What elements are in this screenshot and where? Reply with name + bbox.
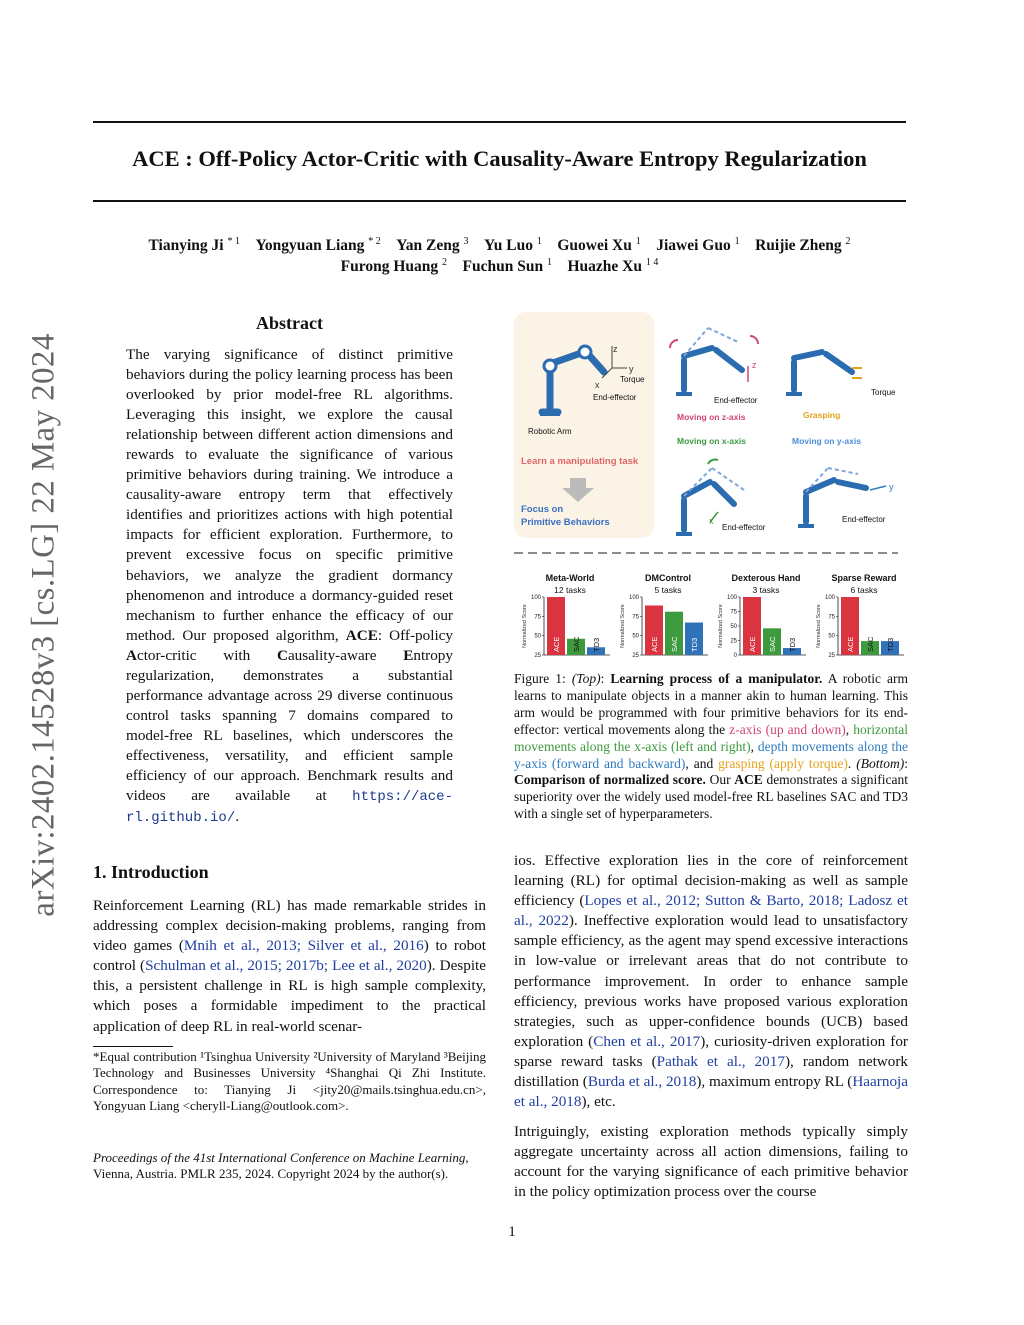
chart-title: DMControl: [645, 573, 691, 583]
y-tick-label: 75: [828, 614, 835, 621]
chart-subtitle: 12 tasks: [554, 585, 586, 595]
y-tick-label: 75: [534, 614, 541, 621]
learn-task-label: Learn a manipulating task: [521, 456, 639, 467]
author-name: Yu Luo $^1$: [483, 236, 542, 255]
axis-z-label: z: [613, 344, 618, 354]
robotic-arm-label: Robotic Arm: [528, 427, 572, 436]
z-label: z: [752, 360, 757, 370]
author-name: Ruijie Zheng $^2$: [755, 236, 851, 255]
arm-grasp-icon: [794, 352, 852, 390]
bar-label: TD3: [690, 637, 699, 652]
chart-subtitle: 6 tasks: [850, 585, 878, 595]
bar-label: TD3: [592, 637, 601, 652]
y-tick-label: 75: [730, 609, 737, 616]
footnote: *Equal contribution ¹Tsinghua University ²University of Maryland ³Beijing Technology and Businesses University ⁴Shanghai Qi Zhi Institute. Correspondence to: Tianying Ji <jity20@mails.tsinghua.edu.cn>, Yongyuan Liang <cheryll-Liang@outlook.com>.: [93, 1049, 486, 1114]
bar-label: SAC: [768, 636, 777, 652]
author-name: Huazhe Xu $^{1 4}$: [567, 257, 659, 276]
rotation-icon: [708, 459, 718, 464]
author-name: Guowei Xu $^1$: [557, 236, 641, 255]
focus-label-1: Focus on: [521, 504, 564, 515]
y-tick-label: 100: [628, 595, 639, 601]
y-tick-label: 25: [828, 653, 835, 659]
citation-link[interactable]: Pathak et al., 2017: [656, 1052, 785, 1070]
y-axis-label: Normalized Score: [816, 604, 822, 648]
axis-y-label: y: [629, 364, 634, 374]
bar-label: ACE: [748, 636, 757, 652]
author-name: Yongyuan Liang $^{* 2}$: [255, 236, 381, 255]
end-effector-label: End-effector: [714, 396, 758, 405]
y-tick-label: 0: [733, 653, 737, 659]
arxiv-watermark: arXiv:2402.14528v3 [cs.LG] 22 May 2024: [25, 333, 62, 917]
y-tick-label: 50: [828, 633, 835, 640]
y-tick-label: 25: [632, 653, 639, 659]
y-tick-label: 25: [534, 653, 541, 659]
chart-title: Meta-World: [545, 573, 595, 583]
grasping-label: Grasping: [803, 410, 841, 420]
footnote-rule: [93, 1046, 173, 1047]
bar-charts: [522, 573, 904, 659]
end-effector-label: End-effector: [722, 523, 766, 532]
right-column-paragraph-2: Intriguingly, existing exploration methods typically simply aggregate uncertainty across all action dimensions, failing to account for the varying significance of each primitive behavior in the policy optimization process over the course: [514, 1123, 908, 1201]
rotation-icon: [670, 340, 678, 348]
end-effector-label: End-effector: [842, 515, 886, 524]
moving-z-label: Moving on z-axis: [677, 412, 746, 422]
y-tick-label: 100: [824, 595, 835, 601]
bar-label: SAC: [866, 636, 875, 652]
y-axis-label: Normalized Score: [718, 604, 724, 648]
author-name: Furong Huang $^2$: [340, 257, 448, 276]
y-tick-label: 50: [632, 633, 639, 640]
figure-caption: Figure 1: (Top): Learning process of a manipulator. A robotic arm learns to manipulate objects in a manner akin to human learning. This arm would be programmed with four primitive behaviors for its end-effector: vertical movements along the z-axis (up and down), horizontal movements along the x-axis (left and right), depth movements along the y-axis (forward and backward), and grasping (apply torque). (Bottom): Comparison of normalized score. Our ACE demonstrates a significant superiority over the widely used model-free RL baselines SAC and TD3 with a single set of hyperparameters.: [514, 671, 909, 822]
bar-label: TD3: [886, 637, 895, 652]
axis-x-label: x: [595, 380, 600, 390]
author-name: Fuchun Sun $^1$: [462, 257, 552, 276]
project-url-link[interactable]: https://ace-rl.github.io/: [126, 789, 453, 827]
torque-label: Torque: [620, 375, 645, 384]
chart-subtitle: 3 tasks: [752, 585, 780, 595]
author-name: Jiawei Guo $^1$: [656, 236, 740, 255]
y-tick-label: 75: [632, 614, 639, 621]
y-axis-label: Normalized Score: [620, 604, 626, 648]
y-axis-label: Normalized Score: [522, 604, 528, 648]
right-column-paragraph-1: ios. Effective exploration lies in the core of reinforcement learning (RL) for optimal decision-making as well as sample efficiency (Lopes et al., 2012; Sutton & Barto, 2018; Ladosz et al., 2022). Ineffective exploration would lead to unsatisfactory sample efficiency, as the agent may spend excessive interactions in low-value or irrelevant areas that do not contribute to performance improvement. In order to enhance sample efficiency, previous works have proposed various exploration strategies, such as upper-confidence bounds (UCB) based exploration (Chen et al., 2017), curiosity-driven exploration for sparse reward tasks (Pathak et al., 2017), random network distillation (Burda et al., 2018), maximum entropy RL (Haarnoja et al., 2018), etc.: [514, 852, 909, 1111]
citation-link[interactable]: Lopes et al., 2012; Sutton & Barto, 2018; Ladosz et al., 2022: [514, 892, 908, 930]
citation-link[interactable]: Chen et al., 2017: [593, 1032, 701, 1050]
y-label: y: [889, 482, 894, 492]
y-tick-label: 100: [726, 595, 737, 601]
focus-label-2: Primitive Behaviors: [521, 517, 610, 528]
y-tick-label: 50: [730, 624, 737, 630]
title-bottom-rule: [93, 200, 906, 202]
author-name: Yan Zeng $^3$: [396, 236, 469, 255]
torque-label: Torque: [871, 388, 896, 397]
citation-link[interactable]: Burda et al., 2018: [587, 1073, 697, 1091]
authors-line-1: [93, 236, 906, 255]
intro-body: Reinforcement Learning (RL) has made remarkable strides in addressing complex decision-making problems, ranging from video games (Mnih et al., 2013; Silver et al., 2016) to robot control (Schulman et al., 2015; 2017b; Lee et al., 2020). Despite this, a persistent challenge in RL is high sample complexity, which poses a formidable impediment to the practical application of deep RL in real-world scenar-: [93, 897, 486, 1035]
chart-title: Sparse Reward: [831, 573, 897, 583]
proceedings-note: Proceedings of the 41st International Conference on Machine Learning, Vienna, Austria. PMLR 235, 2024. Copyright 2024 by the author(s).: [93, 1150, 469, 1182]
figure-1-svg: [512, 308, 910, 664]
top-rule: [93, 121, 906, 123]
abstract-heading: Abstract: [256, 313, 323, 333]
y-tick-label: 50: [534, 633, 541, 640]
intro-heading: 1. Introduction: [93, 862, 209, 882]
citation-link[interactable]: Mnih et al., 2013; Silver et al., 2016: [183, 937, 424, 955]
y-tick-label: 25: [730, 638, 737, 645]
end-effector-label: End-effector: [593, 393, 637, 402]
y-tick-label: 100: [530, 595, 541, 601]
moving-y-label: Moving on y-axis: [792, 436, 861, 446]
rotation-icon: [750, 336, 758, 344]
moving-x-label: Moving on x-axis: [677, 436, 746, 446]
bar-label: ACE: [552, 636, 561, 652]
abstract-body: The varying significance of distinct primitive behaviors during the policy learning process has been overlooked by prior model-free RL algorithms. Leveraging this insight, we explore the causal relationship between different action dimensions and rewards to evaluate the significance of various primitive behaviors during training. We introduce a causality-aware entropy term that effectively identifies and prioritizes actions with high potential impacts for efficient exploration. Furthermore, to prevent excessive focus on specific primitive behaviors, we analyze the gradient dormancy phenomenon and introduce a dormancy-guided reset mechanism to further enhance the efficacy of our method. Our proposed algorithm, ACE: Off-policy Actor-critic with Causality-aware Entropy regularization, demonstrates a substantial performance advantage across 29 diverse continuous control tasks spanning 7 domains compared to model-free RL baselines, which underscores the effectiveness, versatility, and efficient sample efficiency of our approach. Benchmark results and videos are available at https://ace-rl.github.io/.: [126, 346, 453, 827]
chart-title: Dexterous Hand: [731, 573, 801, 583]
author-name: Tianying Ji $^{* 1}$: [148, 236, 240, 255]
bar-label: SAC: [670, 636, 679, 652]
citation-link[interactable]: Haarnoja et al., 2018: [514, 1073, 908, 1111]
citation-link[interactable]: Schulman et al., 2015; 2017b; Lee et al., 2020: [145, 957, 427, 975]
authors-line-2: [93, 257, 906, 276]
paper-title: ACE : Off-Policy Actor-Critic with Causality-Aware Entropy Regularization: [132, 146, 867, 171]
bar-label: TD3: [788, 637, 797, 652]
figure-1: [512, 308, 910, 664]
page-number: 1: [508, 1224, 516, 1240]
chart-subtitle: 5 tasks: [654, 585, 682, 595]
bar-label: ACE: [846, 636, 855, 652]
bar-label: ACE: [650, 636, 659, 652]
bar-label: SAC: [572, 636, 581, 652]
x-label: x: [709, 516, 714, 526]
arm-z-icon: [684, 348, 742, 390]
